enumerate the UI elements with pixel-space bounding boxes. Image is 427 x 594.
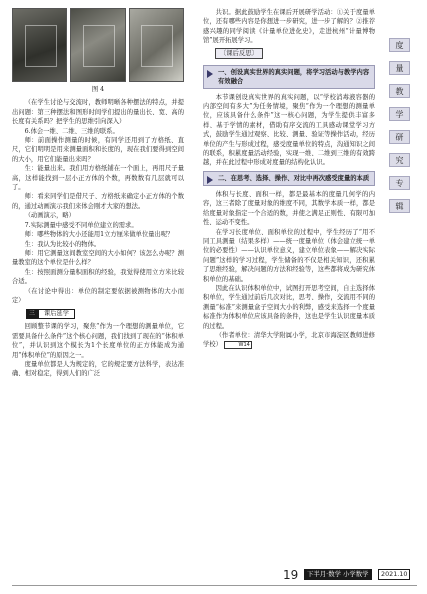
- paragraph: 共识。据此鼓励学生在课后开展研学活动：①关于度量单位，还有哪些内容是你想进一步研究，进一步了解的？②推荐感兴趣的同学阅读《计量单位进化史》，走进杭州“计量博物馆”展开拓展学习。: [203, 9, 375, 45]
- sidebar-char: 辑: [389, 199, 410, 213]
- box-heading-1: [203, 65, 375, 89]
- paragraph: （在学生讨论与交流时，教师明晰各种摆法的特点，并提出问题：第三种摆法和图形时间学们提出的量出长、宽、高的长度有关系吗？把学生的思维引向深入）: [12, 99, 184, 126]
- figure-photos: [12, 8, 184, 82]
- sidebar-char: 究: [389, 153, 410, 167]
- sidebar-char: 度: [389, 38, 410, 52]
- triangle-marker-icon: [207, 70, 213, 78]
- box-heading-text: 二、在思考、选择、操作、对比中再次感受度量的本质: [218, 174, 370, 182]
- paragraph: 生：按照面测分量积面积的经验，我觉得使用立方米比较合适。: [12, 268, 184, 286]
- reflection-heading: 〔课后反思〕: [215, 48, 263, 59]
- footer-rule: [12, 585, 417, 586]
- magazine-name: 下半月·数学 小学数学: [304, 569, 372, 580]
- paragraph: 生：我认为比较小的物体。: [24, 240, 101, 248]
- paragraph: 7.实际测量中感受不同单位建立的需求。: [24, 221, 138, 229]
- editor-badge: W14: [224, 341, 252, 349]
- section-number: 三: [26, 309, 38, 319]
- sidebar-char: 学: [389, 107, 410, 121]
- photo-box-2: [70, 8, 125, 82]
- topic-sidebar: [389, 38, 410, 222]
- photo-box-3: [129, 8, 184, 82]
- author-affiliation: [203, 331, 375, 350]
- paragraph: 6.体会一维、二维、三维的联系。: [24, 127, 119, 135]
- paragraph: 师：哪些物体的大小还能用1立方厘米做单位量出呢？: [24, 231, 174, 239]
- paragraph: 师：用它测量这间教室空间的大小如何？该怎么办呢？测量教室的这个单位是什么样？: [12, 249, 184, 267]
- box-heading-text: 一、创设真实世界的真实问题，将学习活动与教学内容有效融合: [218, 68, 370, 85]
- sidebar-char: 专: [389, 176, 410, 190]
- section-title: 课后延学: [38, 309, 75, 319]
- paragraph: 师：前面操作测量的时候，有同学还用到了方格纸、直尺，它们明明是用来测量面积和长度的，现在我们要得到空间的大小，用它们能量出来吗？: [12, 137, 184, 163]
- affiliation-text: （作者单位：清华大学附属小学，北京市海淀区教师进修学校）: [203, 331, 375, 349]
- paragraph: 度量单位都是人为规定的，它的规定要方法科学，表达准确、相对稳定，得到人们的广泛: [12, 360, 184, 378]
- photo-box-1: [12, 8, 67, 82]
- page-number: 19: [283, 568, 299, 582]
- paragraph: 本节课创设真实世界的真实问题，以“学校消毒液容器的内部空间有多大”为任务情境，聚焦“作为一个理想的测量单位，应该具备什么条件”这一核心问题，为学生提供丰富多样、基于学情的素材，借助有序交流的工具感动课堂学习方式，鼓励学生通过观察、比较、测量、验证等操作活动，经历单位的产生与形成过程，感受度量单位的特点，沟通知识之间的联系，积累度量活动经验，实现一维、二维到三维的有效跨越，并在此过程中形成对度量的结构化认识。: [203, 93, 375, 167]
- paragraph: （在讨论中得出：单位的制定要依据被测物体的大小而定）: [12, 287, 184, 304]
- paragraph: 在学习长度单位、面积单位的过程中，学生经历了“用不同工具测量（结果多样）——统一度量单位（体会建立统一单位的必要性）——认识单位意义，建立单位表象——解决实际问题”这样的学习过程，学生储备的不仅是相关知识，还积累了思维经验，解决问题的方法和经验等，这些都将成为研究体积单位的基础。: [203, 228, 375, 283]
- figure-caption: 图 4: [91, 86, 105, 93]
- sidebar-char: 量: [389, 61, 410, 75]
- paragraph: 体积与长度、面积一样，都是最基本的度量几何学的内容，这三者除了度量对象的维度不同，其数学本质一样，都是给度量对象指定一个合适的数，并使之满足正则性、有限可加性、运动不变性。: [203, 190, 375, 227]
- issue-date: 2021.10: [378, 569, 410, 580]
- triangle-marker-icon: [207, 176, 213, 184]
- paragraph: 因此在认识体积单位中，试图打开思考空间，自主选择体积单位，学生通过前后几次对比，思考、操作，交流用不同的测量“标准”来测量盒子空间大小的利弊，感受来选择一个度量标准作为体积单位应该具备的条件，这也是学生认识度量本质的过程。: [203, 284, 375, 330]
- page-footer: [0, 565, 427, 587]
- paragraph: （动画演示，略）: [24, 212, 75, 220]
- paragraph: 生：能量出来。我们用方格纸铺在一个面上，再用尺子量高，这样能找到一层小正方体的个数，再数数有几层就可以了。: [12, 165, 184, 192]
- paragraph: 师：看来同学们是借尺子、方格纸来确定小正方体的个数的，通过动画演示我们来体会刚才大家的想法。: [12, 193, 184, 210]
- paragraph: 回顾整节课的学习，聚焦“作为一个理想的测量单位，它需要具备什么条件”这个核心问题，我们找到了现在的“体积单位”，并认识到这个模长为1个长度单位的正方体能成为通用“体积单位”的原因之一。: [12, 323, 184, 359]
- sidebar-char: 教: [389, 84, 410, 98]
- left-column: [12, 8, 184, 379]
- sidebar-char: 研: [389, 130, 410, 144]
- box-heading-2: [203, 171, 375, 186]
- right-column: [203, 8, 375, 350]
- section-heading: [26, 309, 75, 319]
